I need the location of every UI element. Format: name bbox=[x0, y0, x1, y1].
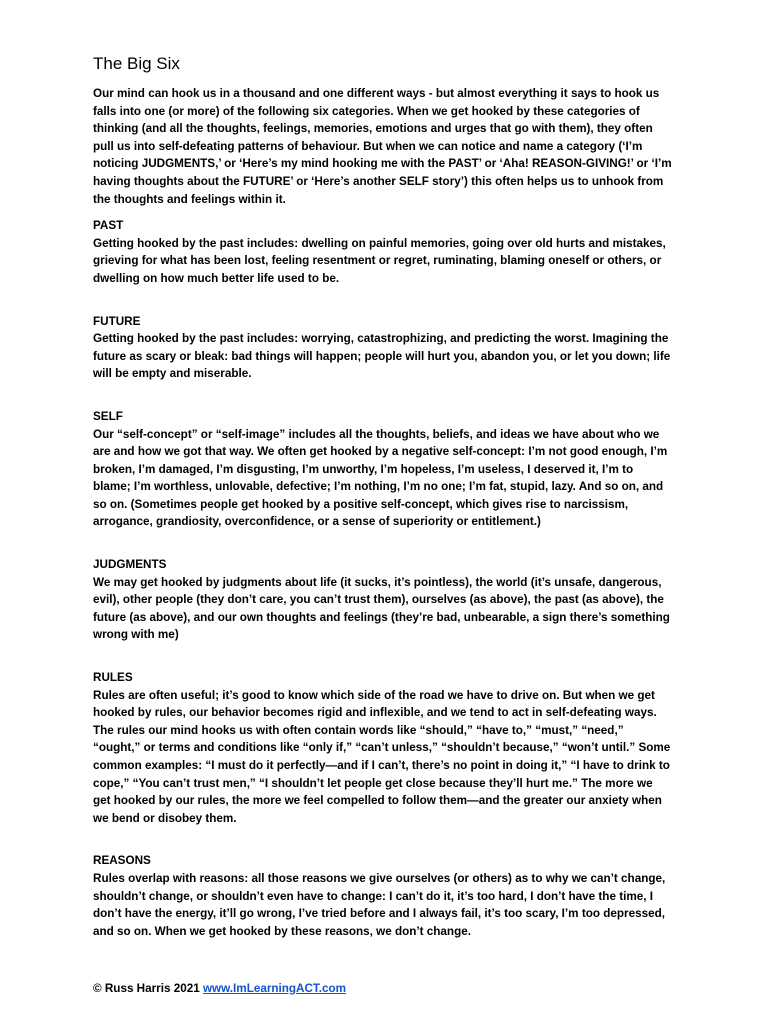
copyright-text: © Russ Harris 2021 bbox=[93, 982, 200, 995]
section-judgments bbox=[93, 556, 673, 644]
document-content bbox=[93, 54, 673, 940]
section-heading-judgments: JUDGMENTS bbox=[93, 558, 167, 572]
section-body-self: Our “self-concept” or “self-image” includes all the thoughts, beliefs, and ideas we have about who we are and how we got that way. We often get hooked by a negative self-concept: I’m not good enough, I’m broken, I’m damaged, I’m disgusting, I’m unworthy, I’m hopeless, I’m useless, I deserved it, I’m to blame; I’m worthless, unlovable, defective; I’m nothing, I’m no one; I’m fat, stupid, lazy. And so on, and so on. (Sometimes people get hooked by a positive self-concept, which gives rise to narcissism, arrogance, grandiosity, overconfidence, or a sense of superiority or entitlement.) bbox=[93, 427, 668, 529]
page-footer bbox=[93, 982, 346, 995]
section-body-rules: Rules are often useful; it’s good to know which side of the road we have to drive on. But when we get hooked by rules, our behavior becomes rigid and inflexible, and we tend to act in self-defeating ways. The rules our mind hooks us with often contain words like “should,” “have to,” “must,” “need,” “ought,” or terms and conditions like “only if,” “can’t unless,” “shouldn’t because,” “won’t until.” Some common examples: “I must do it perfectly—and if I can’t, there’s no point in doing it,” “I have to drink to cope,” “You can’t trust men,” “I shouldn’t let people get close because they’ll hurt me.” The more we get hooked by our rules, the more we feel compelled to follow them—and the greater our anxiety when we bend or disobey them. bbox=[93, 688, 671, 825]
section-heading-rules: RULES bbox=[93, 671, 133, 685]
section-self bbox=[93, 408, 673, 531]
section-future bbox=[93, 313, 673, 383]
section-heading-past: PAST bbox=[93, 219, 124, 233]
section-rules bbox=[93, 669, 673, 827]
section-body-reasons: Rules overlap with reasons: all those reasons we give ourselves (or others) as to why we can’t change, shouldn’t change, or shouldn’t even have to change: I can’t do it, it’s too hard, I don’t have the time, I don’t have the energy, it’ll go wrong, I’ve tried before and I always fail, it’s too scary, I’m too depressed, and so on. When we get hooked by these reasons, we don’t change. bbox=[93, 871, 666, 938]
website-link[interactable]: www.ImLearningACT.com bbox=[202, 982, 347, 995]
section-body-future: Getting hooked by the past includes: worrying, catastrophizing, and predicting the worst. Imagining the future as scary or bleak: bad things will happen; people will hurt you, abandon you, or let you down; life will be empty and miserable. bbox=[93, 332, 671, 381]
section-heading-reasons: REASONS bbox=[93, 854, 151, 868]
section-past bbox=[93, 217, 673, 287]
page-title: The Big Six bbox=[93, 54, 180, 73]
section-body-judgments: We may get hooked by judgments about life (it sucks, it’s pointless), the world (it’s unsafe, dangerous, evil), other people (they don’t care, you can’t trust them), ourselves (as above), the past (as above), the future (as above), and our own thoughts and feelings (they’re bad, unbearable, a sign there’s something wrong with me) bbox=[93, 575, 670, 642]
section-heading-self: SELF bbox=[93, 409, 123, 423]
section-reasons bbox=[93, 852, 673, 940]
section-heading-future: FUTURE bbox=[93, 314, 141, 328]
section-body-past: Getting hooked by the past includes: dwelling on painful memories, going over old hurts and mistakes, grieving for what has been lost, feeling resentment or regret, ruminating, blaming oneself or others, or dwelling on how much better life used to be. bbox=[93, 236, 666, 285]
intro-paragraph: Our mind can hook us in a thousand and one different ways - but almost everything it says to hook us falls into one (or more) of the following six categories. When we get hooked by these categories of thinking (and all the thoughts, feelings, memories, emotions and urges that go with them), they often pull us into self-defeating patterns of behaviour. But when we can notice and name a category (‘I’m noticing JUDGMENTS,’ or ‘Here’s my mind hooking me with the PAST’ or ‘Aha! REASON-GIVING!’ or ‘I’m having thoughts about the FUTURE’ or ‘Here’s another SELF story’) this often helps us to unhook from the thoughts and feelings within it. bbox=[93, 87, 672, 206]
